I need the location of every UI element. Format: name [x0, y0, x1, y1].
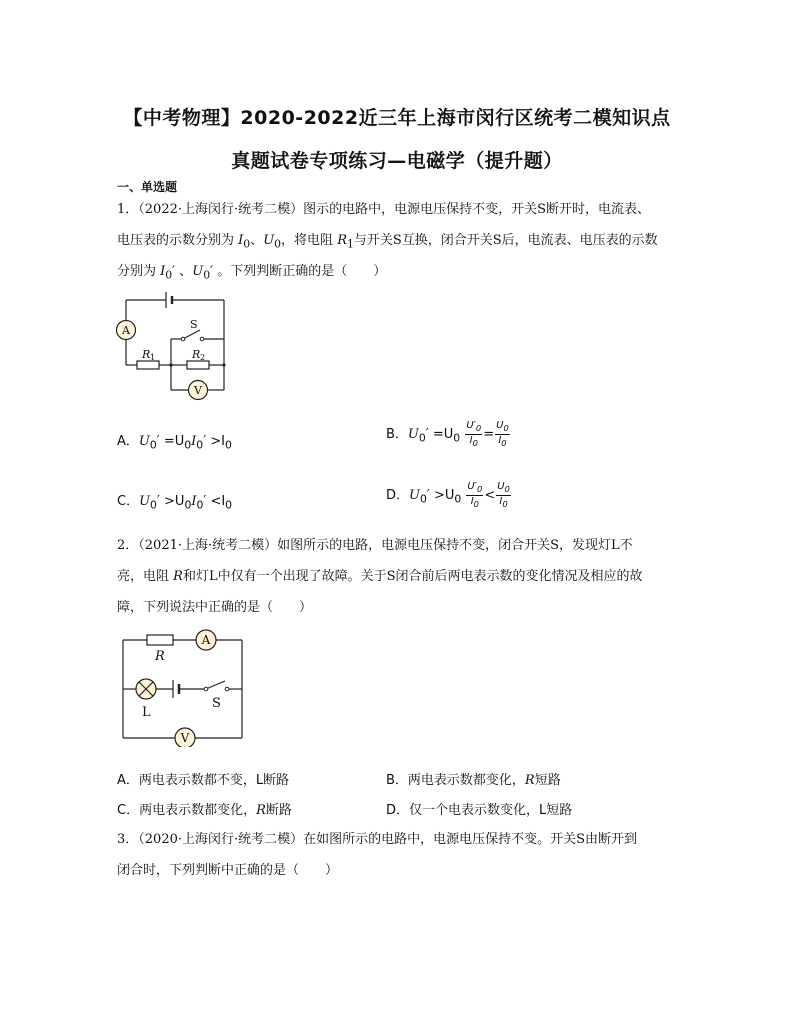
question-1-switch-contact — [181, 337, 185, 341]
question-1-line2: 电压表的示数分别为 $I_0$、$U_0$，将电阻 $R_1$与开关S互换，闭合开关S后，电流表、电压表的示数 — [117, 233, 658, 251]
document-title-line1: 【中考物理】2020-2022近三年上海市闵行区统考二模知识点 — [123, 107, 671, 129]
question-2-option-d[interactable]: D．仅一个电表示数变化，L短路 — [386, 803, 573, 818]
question-1-circuit-diagram — [110, 288, 240, 403]
question-1-line1: 1．（2022·上海闵行·统考二模）图示的电路中，电源电压保持不变，开关S断开时，电流表、 — [117, 202, 651, 217]
question-3-line2: 闭合时，下列判断中正确的是（ ） — [117, 863, 339, 878]
question-1-option-b-fraction-left: $\frac{U'_0}{I_0}$ — [466, 420, 482, 448]
question-2-resistor-label: R — [155, 649, 165, 664]
question-2-line2: 亮，电阻 R和灯L中仅有一个出现了故障。关于S闭合前后两电表示数的变化情况及相应的故 — [117, 569, 643, 584]
question-1-junction-left — [169, 363, 172, 366]
question-1-junction-right — [222, 363, 225, 366]
question-1-option-b[interactable]: B．$U_0' =U_0$ $\frac{U'_0}{I_0}$ = $\frac{U_0}{I_0}$ — [386, 420, 509, 448]
question-1-r1-label: R — [142, 348, 151, 361]
question-1-option-d-fraction-left: $\frac{U'_0}{I_0}$ — [467, 481, 483, 509]
question-1-switch-label: S — [190, 318, 198, 331]
question-2-option-b[interactable]: B．两电表示数都变化，R短路 — [386, 773, 561, 788]
question-1-r1-sub: 1 — [150, 353, 156, 362]
question-1-option-d[interactable]: D．$U_0' >U_0$ $\frac{U'_0}{I_0}$ < $\frac{U_0}{I_0}$ — [386, 481, 510, 509]
question-2-circuit-diagram — [115, 627, 250, 747]
question-1-r2-sub: 2 — [200, 353, 206, 362]
svg-text:A: A — [201, 633, 211, 647]
question-2-voltmeter-icon — [175, 728, 195, 747]
section-heading: 一、单选题 — [117, 180, 178, 194]
svg-text:V: V — [194, 384, 202, 397]
question-1-switch-contact-right — [200, 337, 204, 341]
question-2-line1: 2．（2021·上海·统考二模）如图所示的电路，电源电压保持不变，闭合开关S，发现灯L不 — [117, 538, 633, 553]
svg-text:A: A — [122, 324, 130, 337]
question-2-option-c[interactable]: C．两电表示数都变化，R断路 — [117, 803, 292, 818]
svg-text:V: V — [180, 731, 190, 745]
question-1-option-c[interactable]: C．$U_0' >U_0I_0' <I_0$ — [117, 494, 233, 512]
question-2-option-a[interactable]: A．两电表示数都不变，L断路 — [117, 773, 290, 788]
question-3-line1: 3．（2020·上海闵行·统考二模）在如图所示的电路中，电源电压保持不变。开关S由断开到 — [117, 832, 638, 847]
question-2-lamp-icon — [136, 679, 156, 699]
question-1-r2-label: R — [192, 348, 201, 361]
question-1-line3: 分别为 $I_0'$ 、$U_0'$ 。下列判断正确的是（ ） — [117, 264, 387, 282]
question-2-line3: 障，下列说法中正确的是（ ） — [117, 600, 313, 615]
question-2-lamp-label: L — [142, 705, 151, 720]
question-1-option-d-fraction-right: $\frac{U_0}{I_0}$ — [497, 481, 510, 509]
question-2-ammeter-icon — [196, 630, 216, 650]
question-1-option-a[interactable]: A．$U_0' =U_0I_0' >I_0$ — [117, 434, 232, 452]
question-2-switch-label: S — [212, 696, 221, 711]
document-title-line2: 真题试卷专项练习—电磁学（提升题） — [231, 150, 563, 172]
question-1-ammeter-icon — [117, 321, 136, 340]
question-2-switch-contact-left — [204, 687, 208, 691]
question-1-option-b-fraction-right: $\frac{U_0}{I_0}$ — [496, 420, 509, 448]
question-1-voltmeter-icon — [189, 381, 208, 400]
question-2-switch-contact-right — [225, 687, 229, 691]
